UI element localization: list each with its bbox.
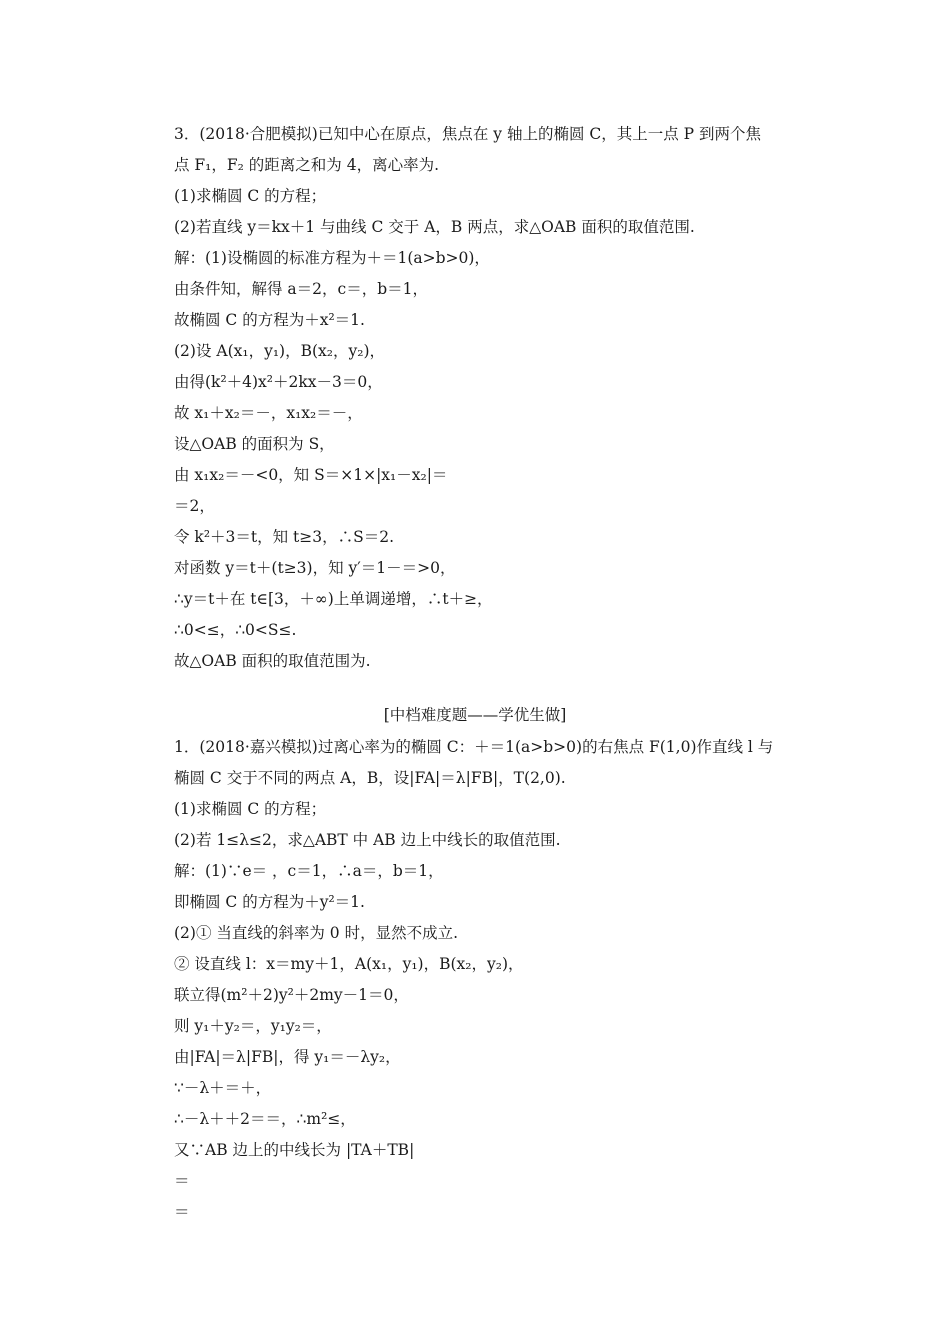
problem1-solution-line: ② 设直线 l：x＝my＋1，A(x₁，y₁)，B(x₂，y₂)， bbox=[174, 955, 524, 973]
problem3-solution-line: 由 x₁x₂＝－<0，知 S＝×1×|x₁－x₂|＝ bbox=[174, 466, 448, 484]
problem1-solution-line: 即椭圆 C 的方程为＋y²＝1. bbox=[174, 893, 365, 911]
problem1-solution-line: ＝ bbox=[174, 1203, 190, 1221]
problem1-solution-line: ∵－λ＋＝＋， bbox=[174, 1079, 272, 1097]
problem3-solution-line: 解：(1)设椭圆的标准方程为＋＝1(a>b>0)， bbox=[174, 249, 490, 267]
problem1-solution-line: (2)① 当直线的斜率为 0 时，显然不成立. bbox=[174, 924, 459, 942]
problem3-solution-line: 故椭圆 C 的方程为＋x²＝1. bbox=[174, 311, 365, 329]
problem1-stem-line1: 1．(2018·嘉兴模拟)过离心率为的椭圆 C：＋＝1(a>b>0)的右焦点 F(1,0)作直线 l 与 bbox=[174, 738, 774, 756]
problem3-solution-line: 对函数 y＝t＋(t≥3)，知 y′＝1－＝>0， bbox=[174, 559, 456, 577]
problem3-solution-line: 故 x₁＋x₂＝－，x₁x₂＝－， bbox=[174, 404, 363, 422]
problem1-solution-line: 则 y₁＋y₂＝，y₁y₂＝， bbox=[174, 1017, 332, 1035]
problem3-solution-line: (2)设 A(x₁，y₁)，B(x₂，y₂)， bbox=[174, 342, 386, 360]
problem3-solution-line: ＝2， bbox=[174, 497, 215, 515]
section-header: [中档难度题——学优生做] bbox=[383, 706, 567, 724]
problem1-solution-line: 联立得(m²＋2)y²＋2my－1＝0， bbox=[174, 986, 409, 1004]
problem1-question-1: (1)求椭圆 C 的方程； bbox=[174, 800, 327, 818]
problem1-solution-line: 又∵AB 边上的中线长为 |TA＋TB| bbox=[174, 1141, 415, 1159]
problem1-solution-line: ＝ bbox=[174, 1172, 190, 1190]
problem3-question-1: (1)求椭圆 C 的方程； bbox=[174, 187, 327, 205]
problem3-question-2: (2)若直线 y＝kx＋1 与曲线 C 交于 A，B 两点，求△OAB 面积的取值范围. bbox=[174, 218, 695, 236]
problem3-solution-line: ∴y＝t＋在 t∈[3，＋∞)上单调递增，∴t＋≥， bbox=[174, 590, 493, 608]
problem3-solution-line: 由条件知，解得 a＝2，c＝，b＝1， bbox=[174, 280, 428, 298]
problem1-solution-line: 由|FA|＝λ|FB|，得 y₁＝－λy₂， bbox=[174, 1048, 401, 1066]
problem1-solution-line: ∴－λ＋＋2＝＝，∴m²≤， bbox=[174, 1110, 356, 1128]
problem1-stem-line2: 椭圆 C 交于不同的两点 A，B，设|FA|＝λ|FB|，T(2,0). bbox=[174, 769, 566, 787]
problem3-stem-line2: 点 F₁，F₂ 的距离之和为 4，离心率为. bbox=[174, 156, 440, 174]
problem1-solution-line: 解：(1)∵e＝ ，c＝1，∴a＝，b＝1， bbox=[174, 862, 444, 880]
problem1-question-2: (2)若 1≤λ≤2，求△ABT 中 AB 边上中线长的取值范围. bbox=[174, 831, 561, 849]
problem3-solution-line: 令 k²＋3＝t，知 t≥3，∴S＝2. bbox=[174, 528, 395, 546]
problem3-solution-line: 由得(k²＋4)x²＋2kx－3＝0， bbox=[174, 373, 383, 391]
problem3-solution-line: 故△OAB 面积的取值范围为. bbox=[174, 652, 371, 670]
problem3-solution-line: ∴0<≤，∴0<S≤. bbox=[174, 621, 297, 639]
problem3-solution-line: 设△OAB 的面积为 S， bbox=[174, 435, 335, 453]
problem3-stem-line1: 3．(2018·合肥模拟)已知中心在原点，焦点在 y 轴上的椭圆 C，其上一点 P 到两个焦 bbox=[174, 125, 762, 143]
